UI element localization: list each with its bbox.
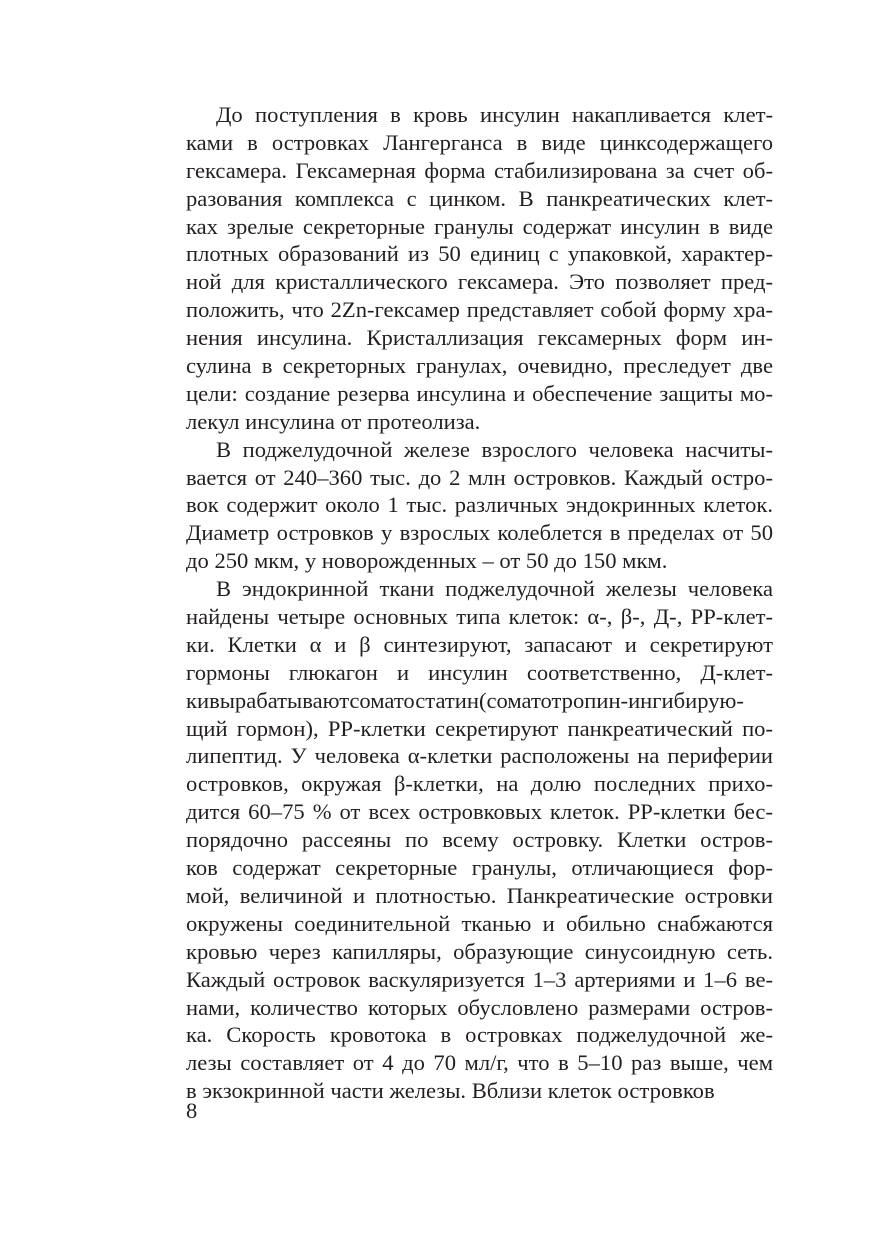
text-line: До поступления в кровь инсулин накапливается клет- xyxy=(216,102,773,127)
text-line: ка. Скорость кровотока в островках поджелудочной же- xyxy=(186,1022,773,1048)
text-line: вается от 240–360 тыс. до 2 млн островков. Каждый остро- xyxy=(186,464,773,490)
text-line: лезы составляет от 4 до 70 мл/г, что в 5–10 раз выше, чем xyxy=(186,1050,773,1076)
text-line: гексамера. Гексамерная форма стабилизирована за счет об- xyxy=(186,157,773,183)
text-line: кровью через капилляры, образующие синусоидную сеть. xyxy=(186,938,773,964)
text-line: Каждый островок васкуляризуется 1–3 артериями и 1–6 ве- xyxy=(186,966,773,992)
text-line: мой, величиной и плотностью. Панкреатические островки xyxy=(186,882,773,908)
text-line: вок содержит около 1 тыс. различных эндокринных клеток. xyxy=(186,492,773,518)
paragraph xyxy=(186,575,773,1105)
text-line: кивырабатываютсоматостатин(соматотропин-ингибирую- xyxy=(186,687,744,713)
text-line: порядочно рассеяны по всему островку. Клетки остров- xyxy=(186,827,773,853)
text-line: В эндокринной ткани поджелудочной железы человека xyxy=(216,576,773,602)
page-number: 8 xyxy=(186,1098,198,1123)
text-line: плотных образований из 50 единиц с упаковкой, характер- xyxy=(186,241,773,267)
text-line: цели: создание резерва инсулина и обеспечение защиты мо- xyxy=(186,380,773,406)
text-line: до 250 мкм, у новорожденных – от 50 до 150 мкм. xyxy=(186,548,668,574)
text-line: сулина в секреторных гранулах, очевидно, преследует две xyxy=(186,353,773,379)
text-line: щий гормон), РР-клетки секретируют панкреатический по- xyxy=(186,715,773,741)
text-line: в экзокринной части железы. Вблизи клеток островков xyxy=(186,1078,715,1104)
text-line: ной для кристаллического гексамера. Это позволяет пред- xyxy=(186,269,773,295)
text-line: липептид. У человека α-клетки расположены на периферии xyxy=(186,743,773,769)
text-line: окружены соединительной тканью и обильно снабжаются xyxy=(186,910,773,936)
text-line: ки. Клетки α и β синтезируют, запасают и секретируют xyxy=(186,631,773,657)
text-line: ков содержат секреторные гранулы, отличающиеся фор- xyxy=(186,855,773,881)
paragraph xyxy=(186,101,773,436)
text-line: найдены четыре основных типа клеток: α-, β-, Д-, РР-клет- xyxy=(186,604,773,630)
text-line: разования комплекса с цинком. В панкреатических клет- xyxy=(186,185,773,211)
text-line: положить, что 2Zn-гексамер представляет собой форму хра- xyxy=(186,297,773,323)
text-line: лекул инсулина от протеолиза. xyxy=(186,408,481,434)
text-line: Диаметр островков у взрослых колеблется в пределах от 50 xyxy=(186,520,773,546)
text-line: дится 60–75 % от всех островковых клеток. РР-клетки бес- xyxy=(186,799,773,825)
body-text xyxy=(186,101,773,1105)
text-line: В поджелудочной железе взрослого человека насчиты- xyxy=(216,436,773,462)
paragraph xyxy=(186,436,773,575)
text-line: нами, количество которых обусловлено размерами остров- xyxy=(186,994,773,1020)
text-line: ками в островках Лангерганса в виде цинксодержащего xyxy=(186,129,773,155)
text-line: островков, окружая β-клетки, на долю последних прихо- xyxy=(186,771,773,797)
text-line: гормоны глюкагон и инсулин соответственно, Д-клет- xyxy=(186,659,773,685)
text-line: ках зрелые секреторные гранулы содержат инсулин в виде xyxy=(186,213,773,239)
text-line: нения инсулина. Кристаллизация гексамерных форм ин- xyxy=(186,325,773,351)
